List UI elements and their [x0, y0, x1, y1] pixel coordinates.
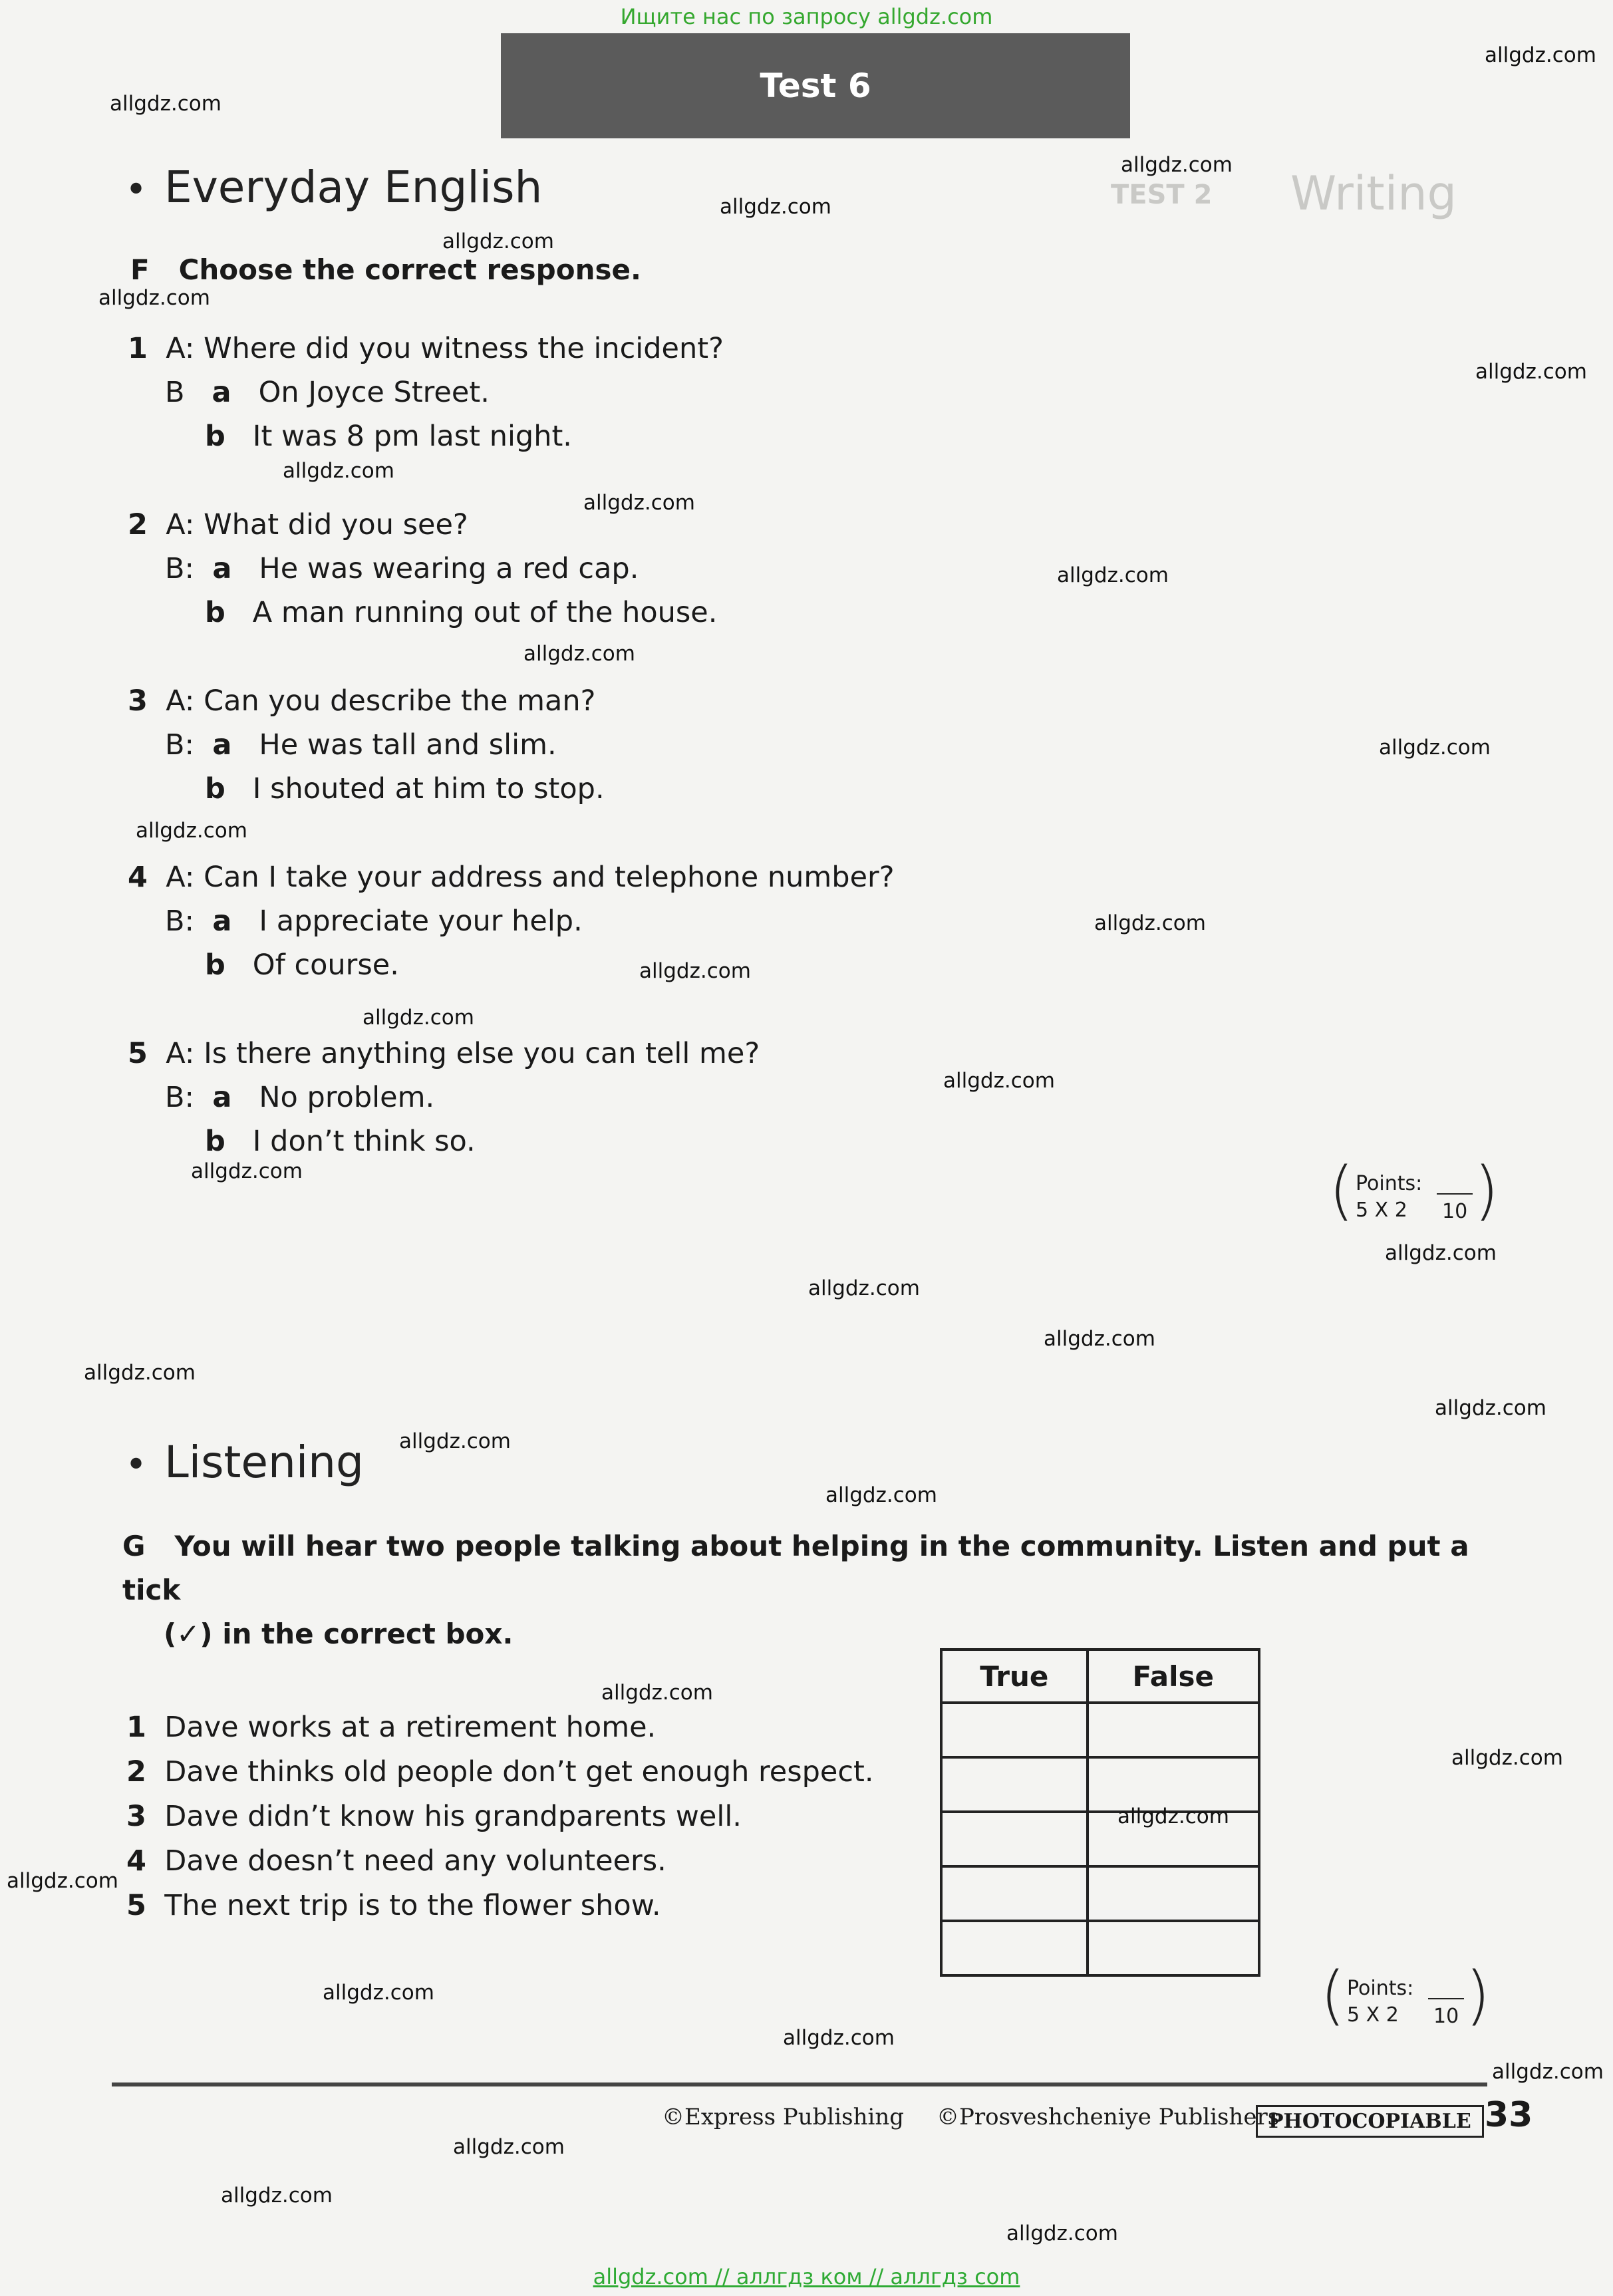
page-number: 33 [1485, 2095, 1533, 2135]
item-number: 2 [128, 508, 148, 541]
true-checkbox[interactable] [941, 1921, 1088, 1975]
option-text[interactable]: It was 8 pm last night. [252, 420, 572, 453]
false-checkbox[interactable] [1088, 1866, 1259, 1921]
option-text[interactable]: A man running out of the house. [252, 596, 718, 629]
watermark[interactable]: allgdz.com [283, 459, 394, 483]
watermark[interactable]: allgdz.com [825, 1483, 937, 1507]
watermark[interactable]: allgdz.com [98, 286, 210, 310]
false-checkbox[interactable] [1088, 1703, 1259, 1757]
item-number: 4 [128, 861, 148, 894]
statement-text: Dave thinks old people don’t get enough respect. [164, 1755, 874, 1789]
bullet-icon: • [125, 1443, 148, 1487]
bottom-banner-link[interactable]: allgdz.com // аллгдз ком // аллгдз com [593, 2264, 1020, 2289]
speaker: A: [166, 861, 195, 894]
watermark[interactable]: allgdz.com [323, 1981, 434, 2005]
item-number: 3 [128, 684, 148, 718]
option-letter: a [212, 552, 232, 585]
question-text: Can you describe the man? [204, 684, 596, 718]
option-letter: b [205, 948, 225, 982]
question-text: What did you see? [204, 508, 468, 541]
column-true-header: True [941, 1650, 1088, 1703]
watermark[interactable]: allgdz.com [136, 819, 247, 843]
speaker: B: [165, 1081, 194, 1114]
watermark[interactable]: allgdz.com [808, 1276, 920, 1300]
true-checkbox[interactable] [941, 1812, 1088, 1866]
watermark[interactable]: allgdz.com [1451, 1746, 1563, 1770]
statement-item [126, 1884, 874, 1928]
statement-item [126, 1705, 874, 1750]
copyright-express: ©Express Publishing [662, 2104, 905, 2130]
statement-item [126, 1794, 874, 1839]
watermark[interactable]: allgdz.com [221, 2184, 333, 2208]
watermark[interactable]: allgdz.com [453, 2135, 565, 2159]
watermark[interactable]: allgdz.com [363, 1006, 474, 1030]
instruction-text: You will hear two people talking about helping in the community. Listen and put a tick [122, 1530, 1469, 1606]
option-text[interactable]: He was wearing a red cap. [259, 552, 639, 585]
points-total: 10 [1442, 1200, 1468, 1223]
section-heading: Listening [164, 1437, 364, 1488]
ghost-writing-heading: Writing [1290, 166, 1457, 221]
true-checkbox[interactable] [941, 1703, 1088, 1757]
speaker: B [165, 376, 185, 409]
ghost-test-label: TEST 2 [1111, 180, 1213, 210]
watermark[interactable]: allgdz.com [1475, 360, 1587, 384]
question-item [128, 861, 895, 992]
paren-right-icon: ) [1474, 1153, 1499, 1228]
statement-text: Dave works at a retirement home. [164, 1711, 657, 1744]
watermark[interactable]: allgdz.com [601, 1681, 713, 1705]
item-number: 3 [126, 1800, 146, 1833]
points-underline [1428, 1998, 1464, 1999]
option-text[interactable]: On Joyce Street. [258, 376, 490, 409]
points-label: Points: [1356, 1172, 1423, 1195]
section-everyday-english [125, 162, 542, 213]
speaker: A: [166, 1037, 195, 1070]
watermark[interactable]: allgdz.com [191, 1159, 303, 1183]
watermark[interactable]: allgdz.com [1385, 1241, 1497, 1265]
statement-text: Dave doesn’t need any volunteers. [164, 1844, 666, 1878]
watermark[interactable]: allgdz.com [399, 1429, 511, 1453]
false-checkbox[interactable] [1088, 1757, 1259, 1812]
speaker: A: [166, 332, 195, 365]
watermark[interactable]: allgdz.com [1117, 1804, 1229, 1828]
bottom-banner-links[interactable] [0, 2260, 1613, 2293]
option-text[interactable]: Of course. [252, 948, 399, 982]
speaker: A: [166, 684, 195, 718]
top-banner-link[interactable]: Ищите нас по запросу allgdz.com [620, 4, 993, 29]
watermark[interactable]: allgdz.com [523, 642, 635, 666]
section-listening [125, 1437, 364, 1488]
speaker: B: [165, 905, 194, 938]
table-row [941, 1921, 1259, 1975]
statement-list [126, 1705, 874, 1928]
watermark[interactable]: allgdz.com [442, 229, 554, 253]
option-letter: b [205, 1125, 225, 1158]
statement-text: The next trip is to the flower show. [164, 1889, 661, 1922]
speaker: B: [165, 728, 194, 762]
watermark[interactable]: allgdz.com [84, 1361, 196, 1385]
option-letter: a [212, 728, 232, 762]
photocopiable-badge: PHOTOCOPIABLE [1256, 2105, 1484, 2138]
task-f-instruction [130, 253, 641, 286]
statement-item [126, 1839, 874, 1884]
option-text[interactable]: I shouted at him to stop. [252, 772, 605, 805]
speaker: B: [165, 552, 194, 585]
watermark[interactable]: allgdz.com [583, 491, 695, 515]
question-item [128, 332, 724, 464]
watermark[interactable]: allgdz.com [1044, 1327, 1155, 1351]
option-letter: b [205, 772, 225, 805]
points-formula: 5 X 2 [1356, 1199, 1407, 1222]
watermark[interactable]: allgdz.com [7, 1869, 118, 1893]
watermark[interactable]: allgdz.com [1057, 563, 1169, 587]
watermark[interactable]: allgdz.com [720, 195, 831, 219]
question-text: Can I take your address and telephone number? [204, 861, 895, 894]
option-letter: b [205, 420, 225, 453]
column-false-header: False [1088, 1650, 1259, 1703]
bullet-icon: • [125, 168, 148, 212]
watermark[interactable]: allgdz.com [783, 2026, 895, 2050]
question-text: Where did you witness the incident? [204, 332, 724, 365]
option-letter: b [205, 596, 225, 629]
question-item [128, 684, 605, 816]
true-checkbox[interactable] [941, 1757, 1088, 1812]
statement-item [126, 1750, 874, 1794]
option-text[interactable]: No problem. [259, 1081, 435, 1114]
option-letter: a [212, 905, 232, 938]
instruction-text: Choose the correct response. [178, 253, 641, 286]
true-checkbox[interactable] [941, 1866, 1088, 1921]
statement-text: Dave didn’t know his grandparents well. [164, 1800, 742, 1833]
watermark[interactable]: allgdz.com [110, 92, 221, 116]
item-number: 1 [128, 332, 148, 365]
watermark[interactable]: allgdz.com [1379, 736, 1491, 760]
watermark[interactable]: allgdz.com [1435, 1396, 1546, 1420]
watermark[interactable]: allgdz.com [1485, 43, 1596, 67]
question-text: Is there anything else you can tell me? [204, 1037, 760, 1070]
item-number: 5 [128, 1037, 148, 1070]
instruction-text: (✓) in the correct box. [164, 1618, 513, 1650]
question-item [128, 1037, 760, 1169]
option-letter: a [212, 1081, 232, 1114]
speaker: A: [166, 508, 195, 541]
points-formula: 5 X 2 [1347, 2003, 1399, 2027]
paren-right-icon: ) [1465, 1958, 1491, 2033]
points-box-g [1320, 1958, 1491, 2037]
points-underline [1437, 1193, 1473, 1195]
task-letter: G [122, 1530, 146, 1562]
points-label: Points: [1347, 1977, 1414, 2000]
option-text[interactable]: I appreciate your help. [259, 905, 583, 938]
watermark[interactable]: allgdz.com [1121, 153, 1233, 177]
table-row [941, 1866, 1259, 1921]
question-item [128, 508, 717, 640]
section-heading: Everyday English [164, 162, 543, 213]
item-number: 2 [126, 1755, 146, 1789]
item-number: 4 [126, 1844, 146, 1878]
table-row [941, 1703, 1259, 1757]
table-row [941, 1757, 1259, 1812]
option-text[interactable]: He was tall and slim. [259, 728, 557, 762]
false-checkbox[interactable] [1088, 1921, 1259, 1975]
task-g-instruction [122, 1524, 1493, 1656]
option-text[interactable]: I don’t think so. [252, 1125, 476, 1158]
watermark[interactable]: allgdz.com [943, 1069, 1055, 1093]
points-total: 10 [1433, 2005, 1459, 2028]
task-letter: F [130, 253, 150, 286]
paren-left-icon: ( [1329, 1153, 1354, 1228]
test-title: Test 6 [501, 33, 1130, 138]
watermark[interactable]: allgdz.com [1094, 911, 1206, 935]
watermark[interactable]: allgdz.com [1492, 2060, 1604, 2084]
paren-left-icon: ( [1320, 1958, 1346, 2033]
copyright-prosveshcheniye: ©Prosveshcheniye Publishers [937, 2104, 1280, 2130]
footer-rule [112, 2082, 1487, 2086]
option-letter: a [212, 376, 231, 409]
points-box-f [1329, 1153, 1499, 1232]
item-number: 5 [126, 1889, 146, 1922]
item-number: 1 [126, 1711, 146, 1744]
watermark[interactable]: allgdz.com [639, 959, 751, 983]
watermark[interactable]: allgdz.com [1006, 2222, 1118, 2245]
